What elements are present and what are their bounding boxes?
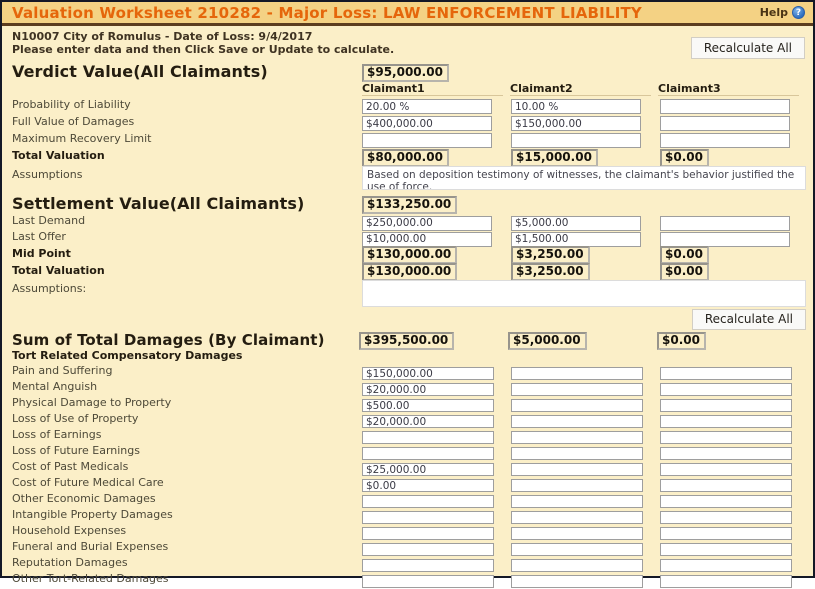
amount-input[interactable]	[511, 575, 643, 588]
assumptions-label: Assumptions:	[12, 282, 87, 295]
title-bar	[2, 2, 813, 26]
tort-damages-subheader: Tort Related Compensatory Damages	[12, 349, 243, 362]
calculated-total-value: $3,250.00	[511, 246, 590, 264]
table-row	[12, 96, 806, 113]
settlement-section-title: Settlement Value(All Claimants)	[12, 194, 305, 213]
claimant3-cell	[660, 146, 809, 167]
claimant1-cell	[362, 146, 511, 167]
damages-total-claimant3: $0.00	[657, 332, 706, 350]
row-label: Funeral and Burial Expenses	[12, 540, 169, 553]
settlement-section-header	[12, 194, 806, 213]
row-label: Household Expenses	[12, 524, 127, 537]
amount-input[interactable]	[362, 575, 494, 588]
claimant3-cell	[660, 260, 809, 281]
settlement-assumptions-textarea[interactable]	[362, 280, 806, 307]
page-title: Valuation Worksheet 210282 - Major Loss: LAW ENFORCEMENT LIABILITY	[12, 3, 642, 22]
claimant1-cell	[362, 260, 511, 281]
damages-total-claimant2: $5,000.00	[508, 332, 587, 350]
row-label: Mid Point	[12, 246, 71, 260]
claimant1-cell	[362, 570, 511, 589]
column-header-claimant3: Claimant3	[658, 83, 799, 96]
row-label: Pain and Suffering	[12, 364, 113, 377]
calculated-total-value: $130,000.00	[362, 263, 457, 281]
recalculate-row	[12, 308, 806, 330]
claimant2-cell	[511, 570, 660, 589]
row-label: Last Offer	[12, 230, 66, 243]
row-label: Loss of Use of Property	[12, 412, 139, 425]
recalculate-all-button-bottom[interactable]: Recalculate All	[692, 309, 806, 330]
table-row	[12, 113, 806, 130]
table-row	[12, 147, 806, 165]
recalculate-all-button-top[interactable]: Recalculate All	[691, 37, 805, 59]
row-label: Intangible Property Damages	[12, 508, 173, 521]
settlement-assumptions-row	[12, 280, 806, 307]
help-label: Help	[759, 6, 788, 19]
row-label: Full Value of Damages	[12, 114, 135, 128]
settlement-grand-total: $133,250.00	[362, 196, 457, 214]
claimant3-cell	[660, 570, 809, 589]
calculated-total-value: $0.00	[660, 263, 709, 281]
verdict-rows	[12, 96, 806, 165]
claim-header: N10007 City of Romulus - Date of Loss: 9/4/2017	[12, 30, 313, 43]
table-row	[12, 571, 806, 587]
calculated-total-value: $130,000.00	[362, 246, 457, 264]
row-label: Total Valuation	[12, 149, 105, 162]
verdict-section-header	[12, 62, 806, 81]
verdict-assumptions-row	[12, 166, 806, 190]
settlement-rows	[12, 213, 806, 279]
row-label: Total Valuation	[12, 263, 105, 277]
amount-input[interactable]	[660, 575, 792, 588]
calculated-total-value: $0.00	[660, 149, 709, 167]
row-label: Physical Damage to Property	[12, 396, 172, 409]
table-row	[12, 262, 806, 279]
row-label: Maximum Recovery Limit	[12, 131, 152, 145]
help-link[interactable]	[760, 6, 805, 19]
row-label: Loss of Future Earnings	[12, 444, 140, 457]
row-label: Cost of Future Medical Care	[12, 476, 164, 489]
calculated-total-value: $3,250.00	[511, 263, 590, 281]
worksheet-content	[2, 26, 813, 585]
verdict-assumptions-textarea[interactable]	[362, 166, 806, 190]
calculated-total-value: $0.00	[660, 246, 709, 264]
row-label: Loss of Earnings	[12, 428, 102, 441]
row-label: Last Demand	[12, 214, 86, 227]
calculated-total-value: $80,000.00	[362, 149, 449, 167]
damages-section-header	[12, 330, 806, 349]
claimant2-cell	[511, 260, 660, 281]
claimant2-cell	[511, 146, 660, 167]
assumptions-label: Assumptions	[12, 168, 83, 181]
calculated-total-value: $15,000.00	[511, 149, 598, 167]
column-header-claimant2: Claimant2	[510, 83, 651, 96]
row-label: Cost of Past Medicals	[12, 460, 129, 473]
verdict-grand-total: $95,000.00	[362, 64, 449, 82]
column-header-claimant1: Claimant1	[362, 83, 503, 96]
row-label: Probability of Liability	[12, 97, 131, 111]
row-label: Other Tort-Related Damages	[12, 572, 169, 585]
row-label: Reputation Damages	[12, 556, 128, 569]
damages-rows	[12, 363, 806, 587]
damages-total-claimant1: $395,500.00	[359, 332, 454, 350]
help-question-icon[interactable]: ?	[792, 6, 805, 19]
verdict-section-title: Verdict Value(All Claimants)	[12, 62, 268, 81]
instruction-text: Please enter data and then Click Save or Update to calculate.	[12, 43, 395, 56]
damages-section-title: Sum of Total Damages (By Claimant)	[12, 330, 325, 349]
row-label: Mental Anguish	[12, 380, 98, 393]
table-row	[12, 130, 806, 147]
row-label: Other Economic Damages	[12, 492, 156, 505]
